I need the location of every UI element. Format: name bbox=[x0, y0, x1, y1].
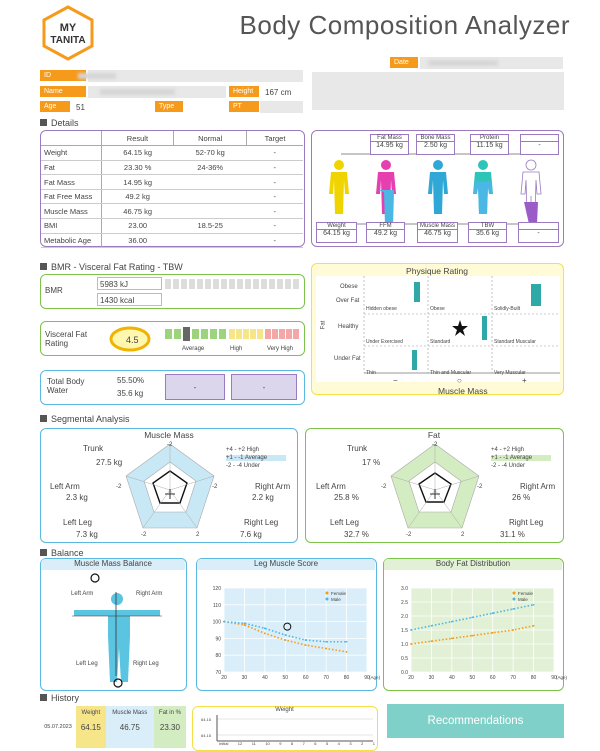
data-point bbox=[533, 625, 535, 627]
data-point bbox=[431, 640, 433, 642]
y-tick-label: 70 bbox=[215, 670, 221, 676]
table-row: BMI 23.00 18.5-25 - bbox=[41, 219, 303, 234]
x-tick-label: 20 bbox=[408, 675, 414, 681]
data-point bbox=[451, 638, 453, 640]
fat-mass-pill: Fat Mass 14.95 kg bbox=[370, 134, 409, 155]
muscle-mass-radar-box: Muscle Mass bbox=[40, 428, 298, 543]
bone-mass-pill: Bone Mass 2.50 kg bbox=[416, 134, 455, 155]
ffm-pill: FFM 49.2 kg bbox=[366, 222, 405, 243]
body-fat-distribution-chart bbox=[389, 582, 568, 687]
balance-body bbox=[62, 572, 167, 690]
x-axis-label: (Age) bbox=[369, 675, 381, 680]
fat-radar bbox=[385, 440, 485, 538]
tbw-pill: TBW 35.6 kg bbox=[468, 222, 507, 243]
x-tick-label: 90 bbox=[551, 675, 557, 681]
x-tick-label: 80 bbox=[530, 675, 537, 681]
leg-muscle-score-box: Leg Muscle Score bbox=[196, 558, 377, 691]
fat-radar-box: Fat bbox=[305, 428, 564, 543]
data-point bbox=[305, 644, 307, 646]
x-axis-label: (Age) bbox=[556, 675, 568, 680]
data-point bbox=[305, 639, 307, 641]
table-row: 05.07.2023 64.15 46.75 23.30 bbox=[40, 720, 186, 734]
age-label: Age bbox=[40, 101, 70, 112]
y-tick-label: 0.0 bbox=[401, 670, 408, 676]
data-point bbox=[410, 643, 412, 645]
y-tick-label: 3.0 bbox=[401, 586, 408, 592]
y-tick-label: 100 bbox=[212, 619, 221, 626]
section-details: Details bbox=[40, 118, 79, 128]
section-balance: Balance bbox=[40, 548, 84, 558]
pt-label: PT bbox=[229, 101, 259, 112]
height-label: Height bbox=[229, 86, 259, 97]
x-tick-label: 70 bbox=[323, 675, 329, 681]
x-tick-label: 60 bbox=[489, 675, 496, 681]
table-row: Fat Free Mass 49.2 kg - bbox=[41, 189, 303, 204]
x-tick-label: 50 bbox=[469, 675, 476, 681]
y-tick-label: 1.0 bbox=[401, 642, 408, 648]
data-point bbox=[244, 622, 246, 624]
x-tick-label: 50 bbox=[282, 675, 289, 681]
data-point bbox=[346, 651, 348, 653]
history-table: Weight Muscle Mass Fat in % 05.07.2023 64.15 46.75 23.30 bbox=[40, 706, 186, 748]
page-title: Body Composition Analyzer bbox=[239, 10, 570, 40]
data-point bbox=[471, 635, 473, 637]
table-row: Metabolic Age 36.00 - bbox=[41, 233, 303, 248]
data-point bbox=[325, 648, 327, 650]
id-label: ID bbox=[40, 70, 86, 81]
data-point bbox=[284, 634, 286, 636]
muscle-radar bbox=[120, 440, 220, 538]
y-tick-label: 110 bbox=[213, 602, 221, 609]
y-tick-label: 120 bbox=[212, 586, 221, 592]
y-tick-label: 2.0 bbox=[401, 614, 408, 620]
plot-area bbox=[224, 588, 367, 672]
x-tick-label: 70 bbox=[510, 675, 516, 681]
legend-male: Male bbox=[331, 597, 341, 602]
section-bmr: BMR - Visceral Fat Rating - TBW bbox=[40, 262, 183, 272]
muscle-mass-pill: Muscle Mass 46.75 kg bbox=[417, 222, 458, 243]
table-row: Weight 64.15 kg 52-70 kg - bbox=[41, 146, 303, 161]
leg-muscle-score-chart bbox=[202, 582, 381, 687]
name-label: Name bbox=[40, 86, 86, 97]
pt-value bbox=[260, 101, 303, 113]
y-tick-label: 0.5 bbox=[401, 656, 408, 662]
x-tick-label: 40 bbox=[449, 675, 455, 681]
data-point bbox=[492, 632, 494, 634]
x-tick-label: 30 bbox=[241, 675, 248, 681]
legend-female: Female bbox=[518, 591, 534, 596]
protein-pill: Protein 11.15 kg bbox=[470, 134, 509, 155]
history-weight-box: Weight 64.15 64.15 Initial 12 11 10 9 8 7 6 5 4 3 2 1 bbox=[192, 706, 378, 751]
muscle-mass-balance-box: Muscle Mass Balance bbox=[40, 558, 187, 691]
recommendations-button[interactable]: Recommendations bbox=[387, 704, 564, 738]
age-value: 51 bbox=[76, 103, 85, 112]
details-table: Result Normal Target Weight 64.15 kg 52-70 kg - Fat 23.30 % 24-36% - Fat Mass 14.95 kg - Fat Free Mass 49.2 kg - Muscle Mass 46.75 kg - BMI 23.00 18.5-25 - Metabolic Age 36.00 - bbox=[41, 131, 303, 248]
data-point bbox=[451, 621, 453, 623]
x-tick-label: 30 bbox=[428, 675, 435, 681]
visceral-fat-box: Visceral Fat Rating 4.5 Average High Very High bbox=[40, 321, 305, 356]
data-point bbox=[431, 625, 433, 627]
data-point bbox=[264, 627, 266, 629]
info-panel bbox=[312, 72, 564, 110]
x-tick-label: 60 bbox=[302, 675, 309, 681]
table-row: Fat 23.30 % 24-36% - bbox=[41, 160, 303, 175]
y-tick-label: 1.5 bbox=[401, 628, 408, 634]
legend-marker bbox=[513, 592, 516, 595]
tbw-box: Total Body Water 55.50% 35.6 kg - - bbox=[40, 370, 305, 405]
svg-text:MY: MY bbox=[59, 22, 77, 34]
data-point bbox=[346, 641, 348, 643]
y-tick-label: 2.5 bbox=[401, 600, 408, 606]
figure-weight bbox=[329, 160, 349, 214]
legend-marker bbox=[326, 598, 329, 601]
figure-muscle bbox=[428, 160, 448, 214]
legend-marker bbox=[326, 592, 329, 595]
section-segmental: Segmental Analysis bbox=[40, 414, 130, 424]
data-point bbox=[325, 641, 327, 643]
data-point bbox=[244, 624, 246, 626]
data-point bbox=[471, 617, 473, 619]
data-point bbox=[264, 632, 266, 634]
svg-text:TANITA: TANITA bbox=[50, 35, 86, 46]
empty-pill-2: - bbox=[518, 222, 559, 243]
y-tick-label: 90 bbox=[215, 636, 221, 643]
x-tick-label: 80 bbox=[343, 675, 350, 681]
legend-male: Male bbox=[518, 597, 528, 602]
data-point bbox=[284, 639, 286, 641]
physique-rating-box: Physique Rating bbox=[311, 263, 564, 395]
y-tick-label: 80 bbox=[215, 653, 221, 660]
data-point bbox=[410, 629, 412, 631]
weight-pill: Weight 64.15 kg bbox=[316, 222, 357, 243]
type-label: Type bbox=[155, 101, 183, 112]
x-tick-label: 40 bbox=[262, 675, 268, 681]
data-point bbox=[533, 604, 535, 606]
data-point bbox=[512, 629, 514, 631]
legend-marker bbox=[513, 598, 516, 601]
visceral-value: 4.5 bbox=[126, 335, 139, 345]
data-point bbox=[492, 612, 494, 614]
x-tick-label: 20 bbox=[221, 675, 227, 681]
empty-pill: - bbox=[520, 134, 559, 155]
data-point bbox=[512, 608, 514, 610]
table-row: Muscle Mass 46.75 kg - bbox=[41, 204, 303, 219]
x-tick-label: 90 bbox=[364, 675, 370, 681]
bmr-box: BMR 5983 kJ 1430 kcal bbox=[40, 274, 305, 309]
height-value: 167 cm bbox=[265, 88, 292, 97]
my-tanita-logo bbox=[40, 5, 96, 61]
id-value bbox=[88, 70, 303, 82]
legend-female: Female bbox=[331, 591, 347, 596]
date-label: Date bbox=[390, 57, 418, 68]
table-row: Fat Mass 14.95 kg - bbox=[41, 175, 303, 190]
body-fat-distribution-box: Body Fat Distribution bbox=[383, 558, 564, 691]
details-table-box bbox=[40, 130, 305, 247]
section-history: History bbox=[40, 693, 79, 703]
data-point bbox=[223, 621, 225, 623]
